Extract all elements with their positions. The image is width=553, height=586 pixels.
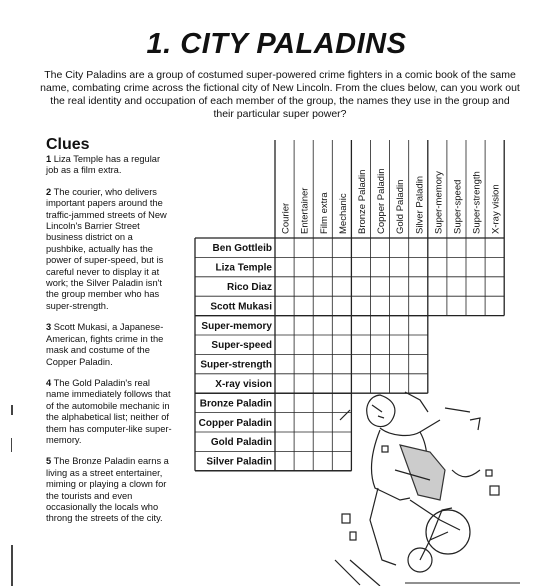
clue-text: The courier, who delivers important papers around the traffic-jammed streets of New Lincoln's Barrier Street business district on a pushbike, actually has the power of super-speed, but is careful never to display it at work; the Silver Paladin isn't the group member who has super-strength. bbox=[46, 186, 167, 311]
intro-paragraph: The City Paladins are a group of costumed super-powered crime fighters in a comic book of the same name, combating crime across the fictional city of New Lincoln. From the clues below, can you work out the real identity and occupation of each member of the group, the names they use in the group and their particular super power? bbox=[40, 69, 520, 120]
clue-number: 2 bbox=[46, 186, 52, 197]
column-header: Bronze Paladin bbox=[356, 169, 368, 234]
column-header: Copper Paladin bbox=[376, 168, 388, 234]
clue-text: Liza Temple has a regular job as a film extra. bbox=[46, 154, 161, 176]
clue-number: 1 bbox=[46, 154, 52, 164]
row-header: Scott Mukasi bbox=[210, 301, 272, 313]
row-header: Super-speed bbox=[211, 340, 272, 352]
row-header: Gold Paladin bbox=[210, 437, 272, 449]
column-header: Super-memory bbox=[433, 171, 445, 234]
column-header: Silver Paladin bbox=[414, 175, 426, 234]
column-header: Entertainer bbox=[299, 187, 311, 234]
row-header: Super-strength bbox=[200, 359, 272, 371]
row-header: Super-memory bbox=[201, 320, 272, 332]
column-header: Super-strength bbox=[471, 171, 483, 234]
column-headers bbox=[281, 169, 502, 235]
row-header: Rico Diaz bbox=[226, 282, 272, 293]
clue-number: 4 bbox=[46, 377, 52, 388]
row-header: Copper Paladin bbox=[198, 417, 272, 429]
clue-text: The Bronze Paladin earns a living as a street entertainer, miming or playing a clown for the tourists and even occasionally the locals who throng the streets of the city. bbox=[46, 456, 169, 524]
clue-text: The Gold Paladin's real name immediately follows that of the automobile mechanic in the alphabetical list; neither of them has computer-like super-memory. bbox=[46, 377, 172, 445]
clue-number: 3 bbox=[46, 322, 52, 333]
column-header: Courier bbox=[280, 202, 292, 234]
clues-heading: Clues bbox=[46, 136, 90, 153]
puzzle-title: 1. CITY PALADINS bbox=[146, 28, 407, 60]
column-header: X-ray vision bbox=[490, 184, 502, 234]
column-header: Super-speed bbox=[452, 179, 464, 234]
row-header: X-ray vision bbox=[215, 379, 272, 390]
row-header: Silver Paladin bbox=[206, 456, 272, 468]
row-header: Liza Temple bbox=[215, 262, 272, 274]
column-header: Gold Paladin bbox=[395, 179, 407, 234]
courier-with-bicycle-illustration bbox=[335, 392, 520, 586]
row-header: Bronze Paladin bbox=[199, 398, 272, 410]
column-header: Mechanic bbox=[337, 193, 349, 234]
clue-number: 5 bbox=[46, 456, 52, 467]
column-header: Film extra bbox=[318, 192, 330, 234]
clue-text: Scott Mukasi, a Japanese-American, fights crime in the mask and costume of the Copper Paladin. bbox=[46, 322, 164, 367]
row-header: Ben Gottleib bbox=[212, 243, 272, 255]
